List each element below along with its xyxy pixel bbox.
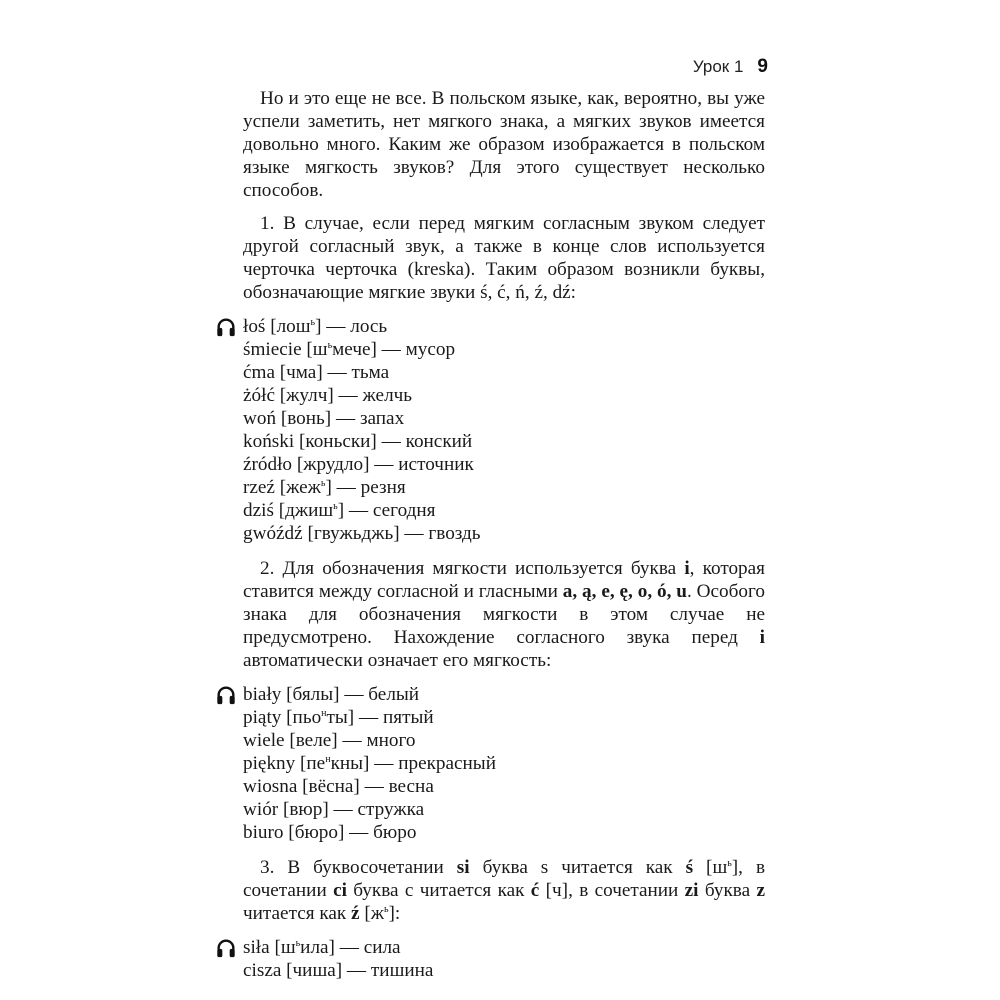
- soft-mark: ь: [310, 317, 316, 328]
- page-number: 9: [757, 56, 768, 77]
- running-header: [693, 56, 768, 78]
- example-line: piękny $[пе^нкны]$ — прекрасный: [243, 753, 496, 774]
- soft-mark: ь: [383, 904, 389, 915]
- example-line: wiele [веле] — много: [243, 730, 416, 751]
- example-line: źródło [жрудло] — источник: [243, 454, 474, 475]
- example-line: koński [коньски] — конский: [243, 431, 473, 452]
- example-list-3: [243, 936, 765, 982]
- example-line: biuro [бюро] — бюро: [243, 822, 417, 843]
- soft-mark: ь: [295, 938, 301, 949]
- soft-mark: ь: [327, 340, 333, 351]
- headphones-icon[interactable]: [215, 316, 237, 338]
- nasal-mark: н: [325, 754, 331, 765]
- example-line: siła $[ш^ьила]$ — сила: [243, 937, 401, 958]
- example-line: żółć [жулч] — желчь: [243, 385, 413, 406]
- lesson-label: Урок 1: [692, 57, 744, 76]
- example-line: woń [вонь] — запах: [243, 408, 405, 429]
- section-3-paragraph: 3. В буквосочетании si буква s читается как ś $[ш^ь]$, в сочетании ci буква c читается как ć [ч], в сочетании zi буква z читается как ź $[ж^ь]$:: [243, 857, 766, 924]
- example-line: łoś [лош$^ь$] — лось: [243, 316, 388, 337]
- headphones-icon[interactable]: [215, 937, 237, 959]
- section-1-paragraph: 1. В случае, если перед мягким согласным звуком следует другой согласный звук, а также в конце слов используется черточка черточка (kreska). Таким образом возникли буквы, обозначающие мягкие звуки ś, ć, ń, ź, dź:: [243, 213, 765, 303]
- example-line: ćma [чма] — тьма: [243, 362, 390, 383]
- soft-mark: ь: [320, 478, 326, 489]
- example-line: dziś [джиш$^ь$] — сегодня: [243, 500, 436, 521]
- page-body: [243, 87, 765, 994]
- soft-mark: ь: [333, 501, 338, 512]
- example-line: wiór [вюр] — стружка: [243, 799, 425, 820]
- nasal-mark: н: [321, 708, 327, 719]
- example-line: rzeź [жеж$^ь$] — резня: [243, 477, 406, 498]
- example-list-1: [243, 315, 765, 545]
- soft-mark: ь: [727, 858, 732, 869]
- example-line: wiosna [вёсна] — весна: [243, 776, 434, 797]
- example-line: śmiecie $[ш^ьмече]$ — мусор: [243, 339, 456, 360]
- example-line: cisza [чиша] — тишина: [243, 960, 434, 981]
- example-line: piąty [пьо$^н$ты] — пятый: [243, 707, 434, 728]
- example-line: biały [бялы] — белый: [243, 684, 420, 705]
- section-2-paragraph: 2. Для обозначения мягкости используется буква i, которая ставится между согласной и гласными a, ą, e, ę, o, ó, u. Особого знака для обозначения мягкости в этом случае не предусмотрено. Нахождение согласного звука перед i автоматически означает его мягкость:: [243, 558, 765, 671]
- example-line: gwóźdź [гвужьджь] — гвоздь: [243, 523, 481, 544]
- example-list-2: [243, 683, 765, 844]
- intro-paragraph: Но и это еще не все. В польском языке, как, вероятно, вы уже успели заметить, нет мягкого знака, а мягких звуков имеется довольно много. Каким же образом изображается в польском языке мягкость звуков? Для этого существует несколько способов.: [243, 88, 765, 201]
- headphones-icon[interactable]: [215, 684, 237, 706]
